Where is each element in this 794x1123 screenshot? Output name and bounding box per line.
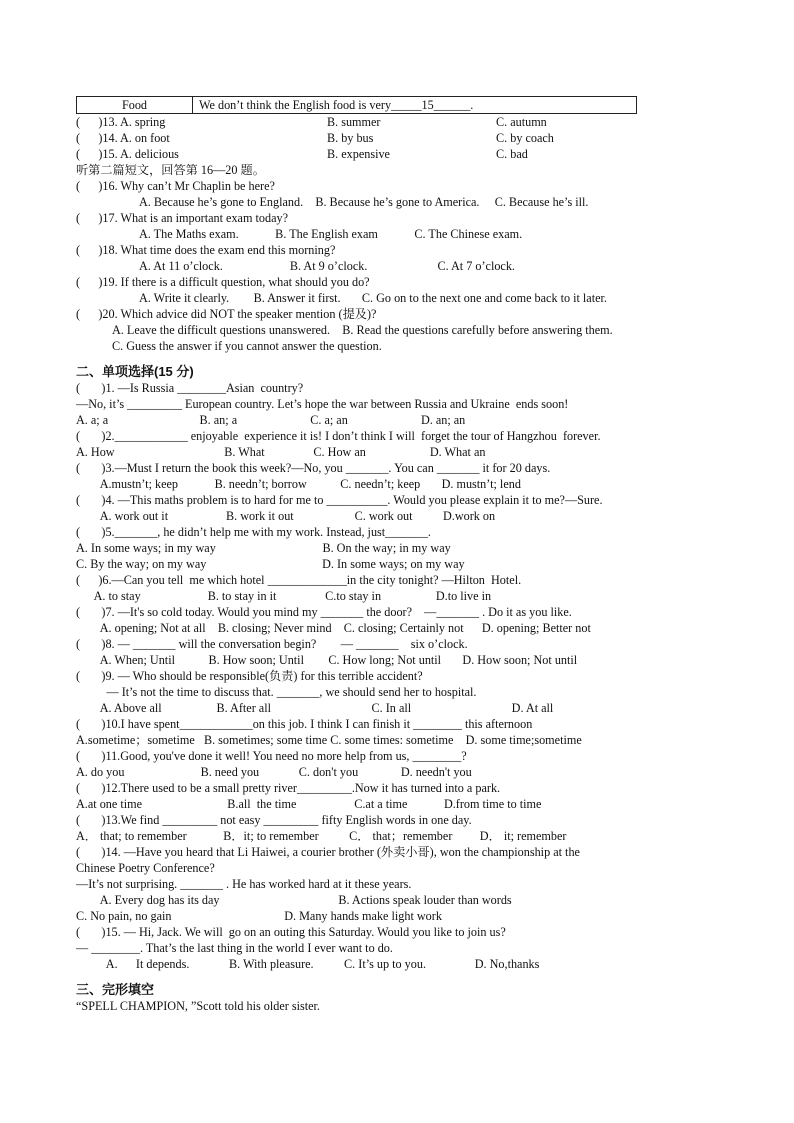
section-2-line: ( )14. —Have you heard that Li Haiwei, a courier brother (外卖小哥), won the championship at the [76,845,580,859]
section-2-line: Chinese Poetry Conference? [76,861,215,875]
section-2-line: A. do you B. need you C. don't you D. needn't you [76,765,472,779]
question-15-b: B. expensive [327,147,390,161]
section-2-line: A. Every dog has its day B. Actions speak louder than words [76,893,512,907]
worksheet-page [76,96,696,1014]
table-cell-category: Food [77,97,193,113]
question-15-row [76,146,696,162]
question-13-a: ( )13. A. spring [76,115,166,129]
section-2-line: —No, it’s _________ European country. Let’s hope the war between Russia and Ukraine ends soon! [76,397,569,411]
section-2-line: A.mustn’t; keep B. needn’t; borrow C. needn’t; keep D. mustn’t; lend [76,477,521,491]
food-table-row [76,96,637,114]
question-15-c: C. bad [496,147,528,161]
question-14-c: C. by coach [496,131,554,145]
section-2-line: A． that; to remember B．it; to remember C． that；remember D． it; remember [76,829,567,843]
question-19-options: A. Write it clearly. B. Answer it first. C. Go on to the next one and come back to it later. [139,291,607,305]
section-2-line: ( )11.Good, you've done it well! You need no more help from us, ________? [76,749,467,763]
section-2-line: ( )2.____________ enjoyable experience it is! I don’t think I will forget the tour of Hangzhou forever. [76,429,601,443]
section-2-line: A. In some ways; in my way B. On the way; in my way [76,541,451,555]
question-17-options: A. The Maths exam. B. The English exam C. The Chinese exam. [139,227,523,241]
section-2-line: ( )12.There used to be a small pretty river_________.Now it has turned into a park. [76,781,501,795]
question-16-options: A. Because he’s gone to England. B. Because he’s gone to America. C. Because he’s ill. [139,195,589,209]
table-cell-sentence: We don’t think the English food is very_____15______. [199,98,474,112]
question-14-b: B. by bus [327,131,374,145]
section-2-line: C. No pain, no gain D. Many hands make light work [76,909,442,923]
section-2-line: A. Above all B. After all C. In all D. At all [76,701,554,715]
section-2-line: — It’s not the time to discuss that. _______, we should send her to hospital. [76,685,477,699]
section-2-line: ( )10.I have spent____________on this job. I think I can finish it ________ this afternoon [76,717,533,731]
question-20-options: A. Leave the difficult questions unanswered. B. Read the questions carefully before answering them. [112,323,613,337]
question-17: ( )17. What is an important exam today? [76,211,288,225]
section-2-line: C. By the way; on my way D. In some ways; on my way [76,557,465,571]
section-2-line: ( )5._______, he didn’t help me with my work. Instead, just_______. [76,525,431,539]
section-2-line: — ________. That’s the last thing in the world I ever want to do. [76,941,393,955]
question-14-a: ( )14. A. on foot [76,131,170,145]
section-2-title: 二、单项选择(15 分) [76,364,194,379]
section-2-line: ( )8. — _______ will the conversation begin? — _______ six o’clock. [76,637,468,651]
question-13-c: C. autumn [496,115,547,129]
section-2-line: A. It depends. B. With pleasure. C. It’s up to you. D. No,thanks [76,957,540,971]
question-20-options-c: C. Guess the answer if you cannot answer the question. [112,339,382,353]
question-14-row [76,130,696,146]
question-18: ( )18. What time does the exam end this morning? [76,243,336,257]
section-2-line: —It’s not surprising. _______ . He has worked hard at it these years. [76,877,412,891]
section-2-line: A.sometime；sometime B. sometimes; some time C. some times: sometime D. some time;sometime [76,733,582,747]
section-2-line: ( )15. — Hi, Jack. We will go on an outing this Saturday. Would you like to join us? [76,925,506,939]
question-19: ( )19. If there is a difficult question, what should you do? [76,275,370,289]
section-2-line: ( )1. —Is Russia ________Asian country? [76,381,304,395]
section-2-body [76,380,696,972]
section-2-line: ( )9. — Who should be responsible(负责) for this terrible accident? [76,669,423,683]
section-3-title: 三、完形填空 [76,982,155,997]
section-2-line: A. How B. What C. How an D. What an [76,445,486,459]
section-2-line: A. opening; Not at all B. closing; Never mind C. closing; Certainly not D. opening; Better not [76,621,591,635]
section-3-first-line: “SPELL CHAMPION, ”Scott told his older sister. [76,999,320,1013]
section-2-line: ( )7. —It's so cold today. Would you mind my _______ the door? —_______ . Do it as you like. [76,605,572,619]
question-20: ( )20. Which advice did NOT the speaker mention (提及)? [76,307,377,321]
section-2-line: A. to stay B. to stay in it C.to stay in D.to live in [76,589,492,603]
section-2-line: ( )6.—Can you tell me which hotel _____________in the city tonight? —Hilton Hotel. [76,573,522,587]
question-18-options: A. At 11 o’clock. B. At 9 o’clock. C. At 7 o’clock. [139,259,515,273]
question-13-row [76,114,696,130]
section-2-line: ( )13.We find _________ not easy _________ fifty English words in one day. [76,813,472,827]
question-16: ( )16. Why can’t Mr Chaplin be here? [76,179,275,193]
section-2-line: ( )3.—Must I return the book this week?—No, you _______. You can _______ it for 20 days. [76,461,551,475]
section-2-line: A.at one time B.all the time C.at a time D.from time to time [76,797,542,811]
section-2-line: A. work out it B. work it out C. work out D.work on [76,509,496,523]
section-2-line: A. When; Until B. How soon; Until C. How long; Not until D. How soon; Not until [76,653,578,667]
section-2-line: ( )4. —This maths problem is to hard for me to __________. Would you please explain it to me?—Sure. [76,493,603,507]
question-15-a: ( )15. A. delicious [76,147,179,161]
question-13-b: B. summer [327,115,381,129]
section-2-line: A. a; a B. an; a C. a; an D. an; an [76,413,466,427]
passage-2-intro: 听第二篇短文，回答第 16—20 题。 [76,163,265,177]
